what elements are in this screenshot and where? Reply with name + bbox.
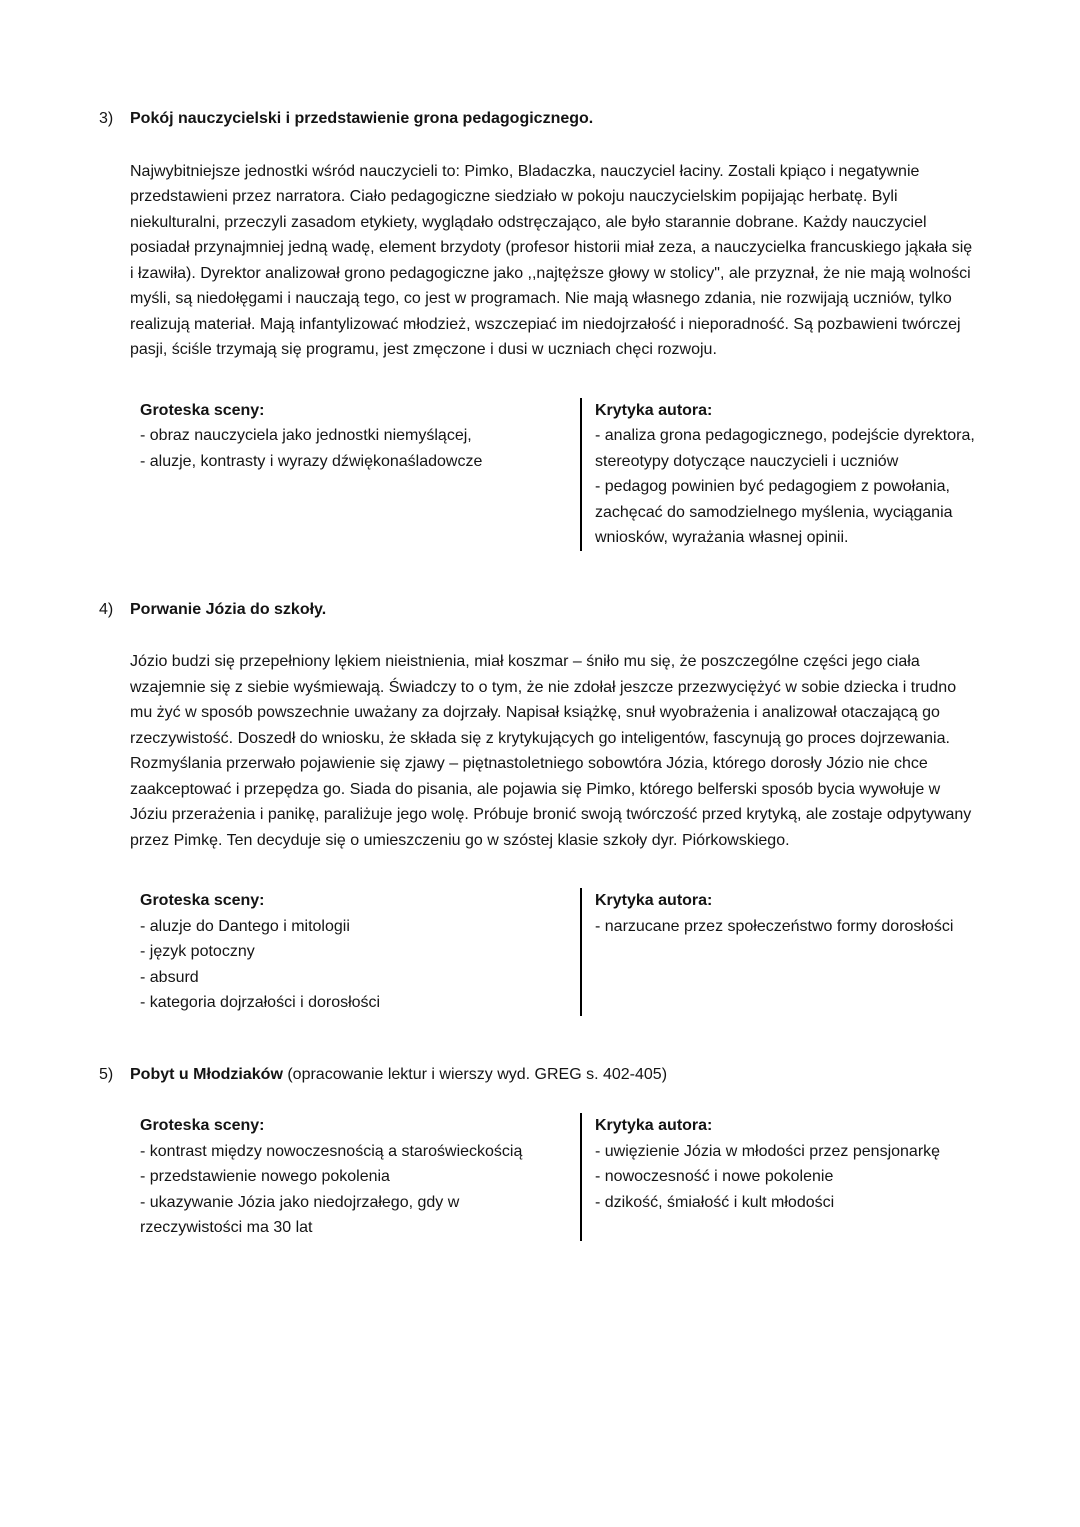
list-item: - narzucane przez społeczeństwo formy dorosłości (595, 917, 954, 935)
section-heading (99, 597, 1008, 623)
list-item: - aluzje do Dantego i mitologii (140, 917, 350, 935)
groteska-header: Groteska sceny: (140, 892, 265, 909)
krytyka-column (580, 398, 992, 551)
list-item: - kontrast między nowoczesnością a staroświeckością (140, 1142, 523, 1160)
section-number: 4) (99, 600, 114, 618)
list-item: - obraz nauczyciela jako jednostki niemyślącej, (140, 427, 472, 444)
list-item: - ukazywanie Józia jako niedojrzałego, gdy w rzeczywistości ma 30 lat (140, 1193, 460, 1236)
section-paragraph: Najwybitniejsze jednostki wśród nauczycieli to: Pimko, Bladaczka, nauczyciel łaciny. Zostali kpiąco i negatywnie przedstawieni przez narratora. Ciało pedagogiczne siedziało w pokoju nauczycielskim popijając herbatę. Byli niekulturalni, przeczyli zasadom etykiety, wyglądało odstręczająco, ale było starannie dobrane. Każdy nauczyciel posiadał przynajmniej jedną wadę, element brzydoty (profesor historii miał zeza, a nauczycielka francuskiego jąkała się i łzawiła). Dyrektor analizował grono pedagogiczne jako ,,najtęższe głowy w stolicy", ale przyznał, że nie mają wolności myśli, są niedołęgami i nauczają tego, co jest w programach. Nie mają własnego zdania, nie rozwijają uczniów, tylko realizują materiał. Mają infantylizować młodzież, wszczepiać im niedojrzałość i nieporadność. Są pozbawieni twórczej pasji, ściśle trzymają się programu, jest zmęczone i dusi w uczniach chęci rozwoju. (130, 162, 973, 358)
groteska-header: Groteska sceny: (140, 1117, 265, 1134)
groteska-column (140, 1113, 580, 1241)
list-item: - uwięzienie Józia w młodości przez pensjonarkę (595, 1142, 941, 1160)
list-item: - język potoczny (140, 943, 255, 960)
section-title-bold: Pobyt u Młodziaków (130, 1065, 283, 1083)
analysis-table (140, 1113, 992, 1241)
section-heading (99, 1062, 1008, 1088)
list-item: - nowoczesność i nowe pokolenie (595, 1168, 834, 1185)
section-title-bold: Porwanie Józia do szkoły. (130, 600, 327, 618)
krytyka-column (580, 888, 992, 1016)
section-title-suffix: (opracowanie lektur i wierszy wyd. GREG s. 402-405) (282, 1065, 668, 1083)
krytyka-column (580, 1113, 992, 1241)
krytyka-header: Krytyka autora: (595, 1117, 713, 1134)
section-number: 3) (99, 110, 114, 127)
list-item: - absurd (140, 968, 199, 986)
section-4 (99, 597, 1008, 1016)
section-title (130, 597, 326, 623)
list-item: - przedstawienie nowego pokolenia (140, 1168, 390, 1185)
list-item: - analiza grona pedagogicznego, podejście dyrektora, stereotypy dotyczące nauczycieli i uczniów (595, 427, 975, 470)
groteska-column (140, 888, 580, 1016)
section-title-bold: Pokój nauczycielski i przedstawienie grona pedagogicznego. (130, 110, 594, 127)
section-3 (99, 106, 1008, 551)
analysis-table (140, 398, 992, 551)
section-number: 5) (99, 1065, 114, 1083)
section-title (130, 106, 593, 132)
list-item: - aluzje, kontrasty i wyrazy dźwiękonaśladowcze (140, 452, 483, 470)
list-item: - pedagog powinien być pedagogiem z powołania, zachęcać do samodzielnego myślenia, wyciągania wniosków, wyrażania własnej opinii. (595, 478, 953, 546)
section-heading (99, 106, 1008, 132)
section-5 (99, 1062, 1008, 1241)
section-title (130, 1062, 667, 1088)
section-paragraph: Józio budzi się przepełniony lękiem nieistnienia, miał koszmar – śniło mu się, że poszczególne części jego ciała wzajemnie się z siebie wyśmiewają. Świadczy to o tym, że nie zdołał jeszcze przezwyciężyć w sobie dziecka i trudno mu żyć w sposób powszechnie uważany za dojrzały. Napisał książkę, snuł wyobrażenia i analizował otaczającą go rzeczywistość. Doszedł do wniosku, że składa się z krytykujących go inteligentów, fascynują go proces dojrzewania. Rozmyślania przerwało pojawienie się zjawy – piętnastoletniego sobowtóra Józia, którego dorosły Józio nie chce zaakceptować i przepędza go. Siada do pisania, ale pojawia się Pimko, którego belferski sposób bycia wywołuje w Józiu przerażenia i panikę, paraliżuje jego wolę. Próbuje bronić swoją twórczość przed krytyką, ale zostaje odpytywany przez Pimkę. Ten decyduje się o umieszczeniu go w szóstej klasie szkoły dyr. Piórkowskiego. (130, 653, 972, 849)
krytyka-header: Krytyka autora: (595, 892, 713, 909)
krytyka-header: Krytyka autora: (595, 401, 713, 419)
groteska-header: Groteska sceny: (140, 401, 265, 419)
list-item: - dzikość, śmiałość i kult młodości (595, 1193, 835, 1211)
groteska-column (140, 398, 580, 551)
list-item: - kategoria dojrzałości i dorosłości (140, 994, 381, 1011)
analysis-table (140, 888, 992, 1016)
